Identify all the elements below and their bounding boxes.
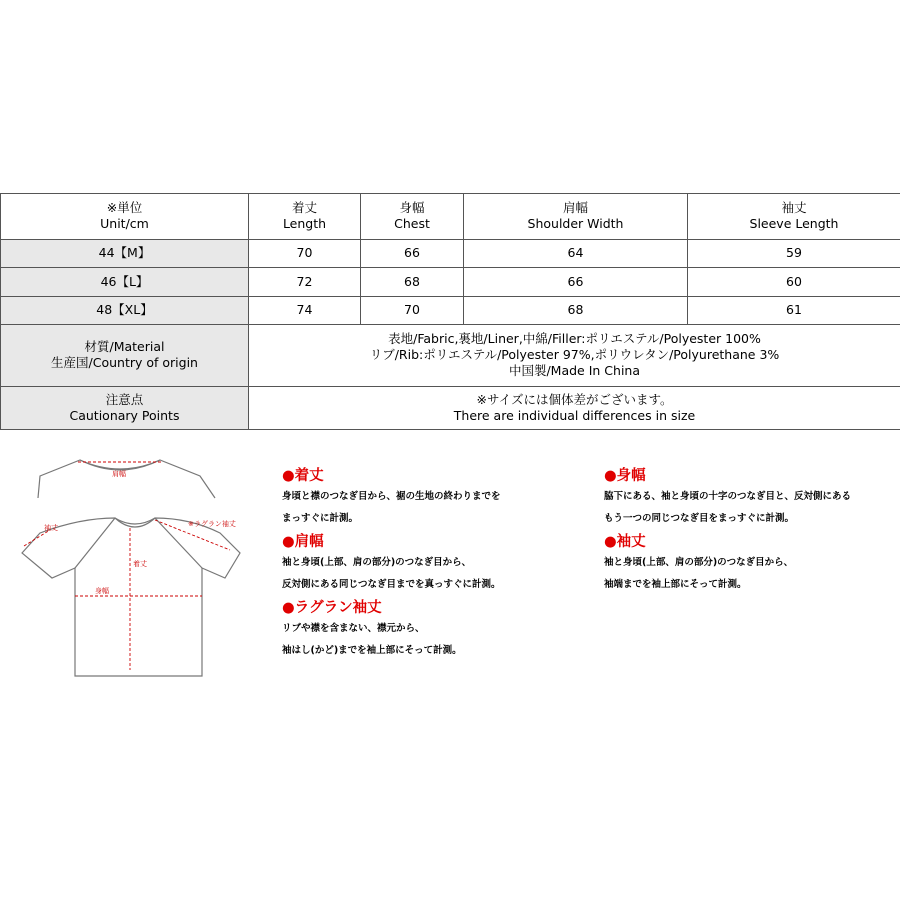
garment-diagram [20,448,260,688]
size-cell: 44【M】 [1,239,249,268]
sleeve-cell: 60 [688,268,900,297]
caution-label: 注意点 Cautionary Points [1,386,249,429]
legend-raglan [282,598,582,662]
material-row [1,325,900,386]
table-row [1,296,900,325]
legend-shoulder-line: 反対側にある同じつなぎ目までを真っすぐに計測。 [282,579,501,590]
length-cell: 72 [249,268,361,297]
material-value: 表地/Fabric,裏地/Liner,中綿/Filler:ポリエステル/Polyester 100% リブ/Rib:ポリエステル/Polyester 97%,ポリウレタン/Polyurethane 3% 中国製/Made In China [249,325,900,386]
material-label: 材質/Material 生産国/Country of origin [1,325,249,386]
size-cell: 46【L】 [1,268,249,297]
legend-chest-line: もう一つの同じつなぎ目をまっすぐに計測。 [604,513,795,524]
chest-cell: 66 [361,239,464,268]
legend-raglan-line: 袖はし(かど)までを袖上部にそって計測。 [282,645,462,656]
legend-chest-title: ●身幅 [604,468,646,484]
legend-sleeve-title: ●袖丈 [604,534,646,550]
legend-raglan-line: リブや襟を含まない、襟元から、 [282,623,425,634]
shoulder-cell: 66 [464,268,688,297]
legend-sleeve [604,532,900,596]
legend-sleeve-line: 袖と身頃(上部、肩の部分)のつなぎ目から、 [604,557,794,568]
table-row [1,268,900,297]
legend-shoulder-title: ●肩幅 [282,534,324,550]
sleeve-cell: 61 [688,296,900,325]
shoulder-cell: 64 [464,239,688,268]
unit-header: ※単位 Unit/cm [1,194,249,240]
legend-left [282,466,582,664]
legend-length-line: 身頃と襟のつなぎ目から、裾の生地の終わりまでを [282,491,501,502]
legend-shoulder-line: 袖と身頃(上部、肩の部分)のつなぎ目から、 [282,557,472,568]
length-cell: 74 [249,296,361,325]
caution-row [1,386,900,429]
size-cell: 48【XL】 [1,296,249,325]
legend-raglan-title: ●ラグラン袖丈 [282,600,382,616]
sleeve-label: 袖丈 [44,524,58,532]
shoulder-cell: 68 [464,296,688,325]
sleeve-cell: 59 [688,239,900,268]
legend-length-line: まっすぐに計測。 [282,513,359,524]
legend-sleeve-line: 袖端までを袖上部にそって計測。 [604,579,747,590]
shoulder-label: 肩幅 [112,470,126,478]
legend-chest-line: 脇下にある、袖と身頃の十字のつなぎ目と、反対側にある [604,491,852,502]
chest-header: 身幅 Chest [361,194,464,240]
legend-right [604,466,900,598]
table-row [1,239,900,268]
chest-label: 身幅 [95,587,109,595]
caution-value: ※サイズには個体差がございます。 There are individual differences in size [249,386,900,429]
chest-cell: 68 [361,268,464,297]
sleeve-header: 袖丈 Sleeve Length [688,194,900,240]
legend-shoulder [282,532,582,596]
legend-length-title: ●着丈 [282,468,324,484]
legend-chest [604,466,900,530]
size-table [0,193,900,430]
raglan-label: ※ラグラン袖丈 [188,520,236,528]
length-cell: 70 [249,239,361,268]
legend-length [282,466,582,530]
chest-cell: 70 [361,296,464,325]
length-label: 着丈 [133,560,147,568]
shoulder-header: 肩幅 Shoulder Width [464,194,688,240]
header-row [1,194,900,240]
length-header: 着丈 Length [249,194,361,240]
